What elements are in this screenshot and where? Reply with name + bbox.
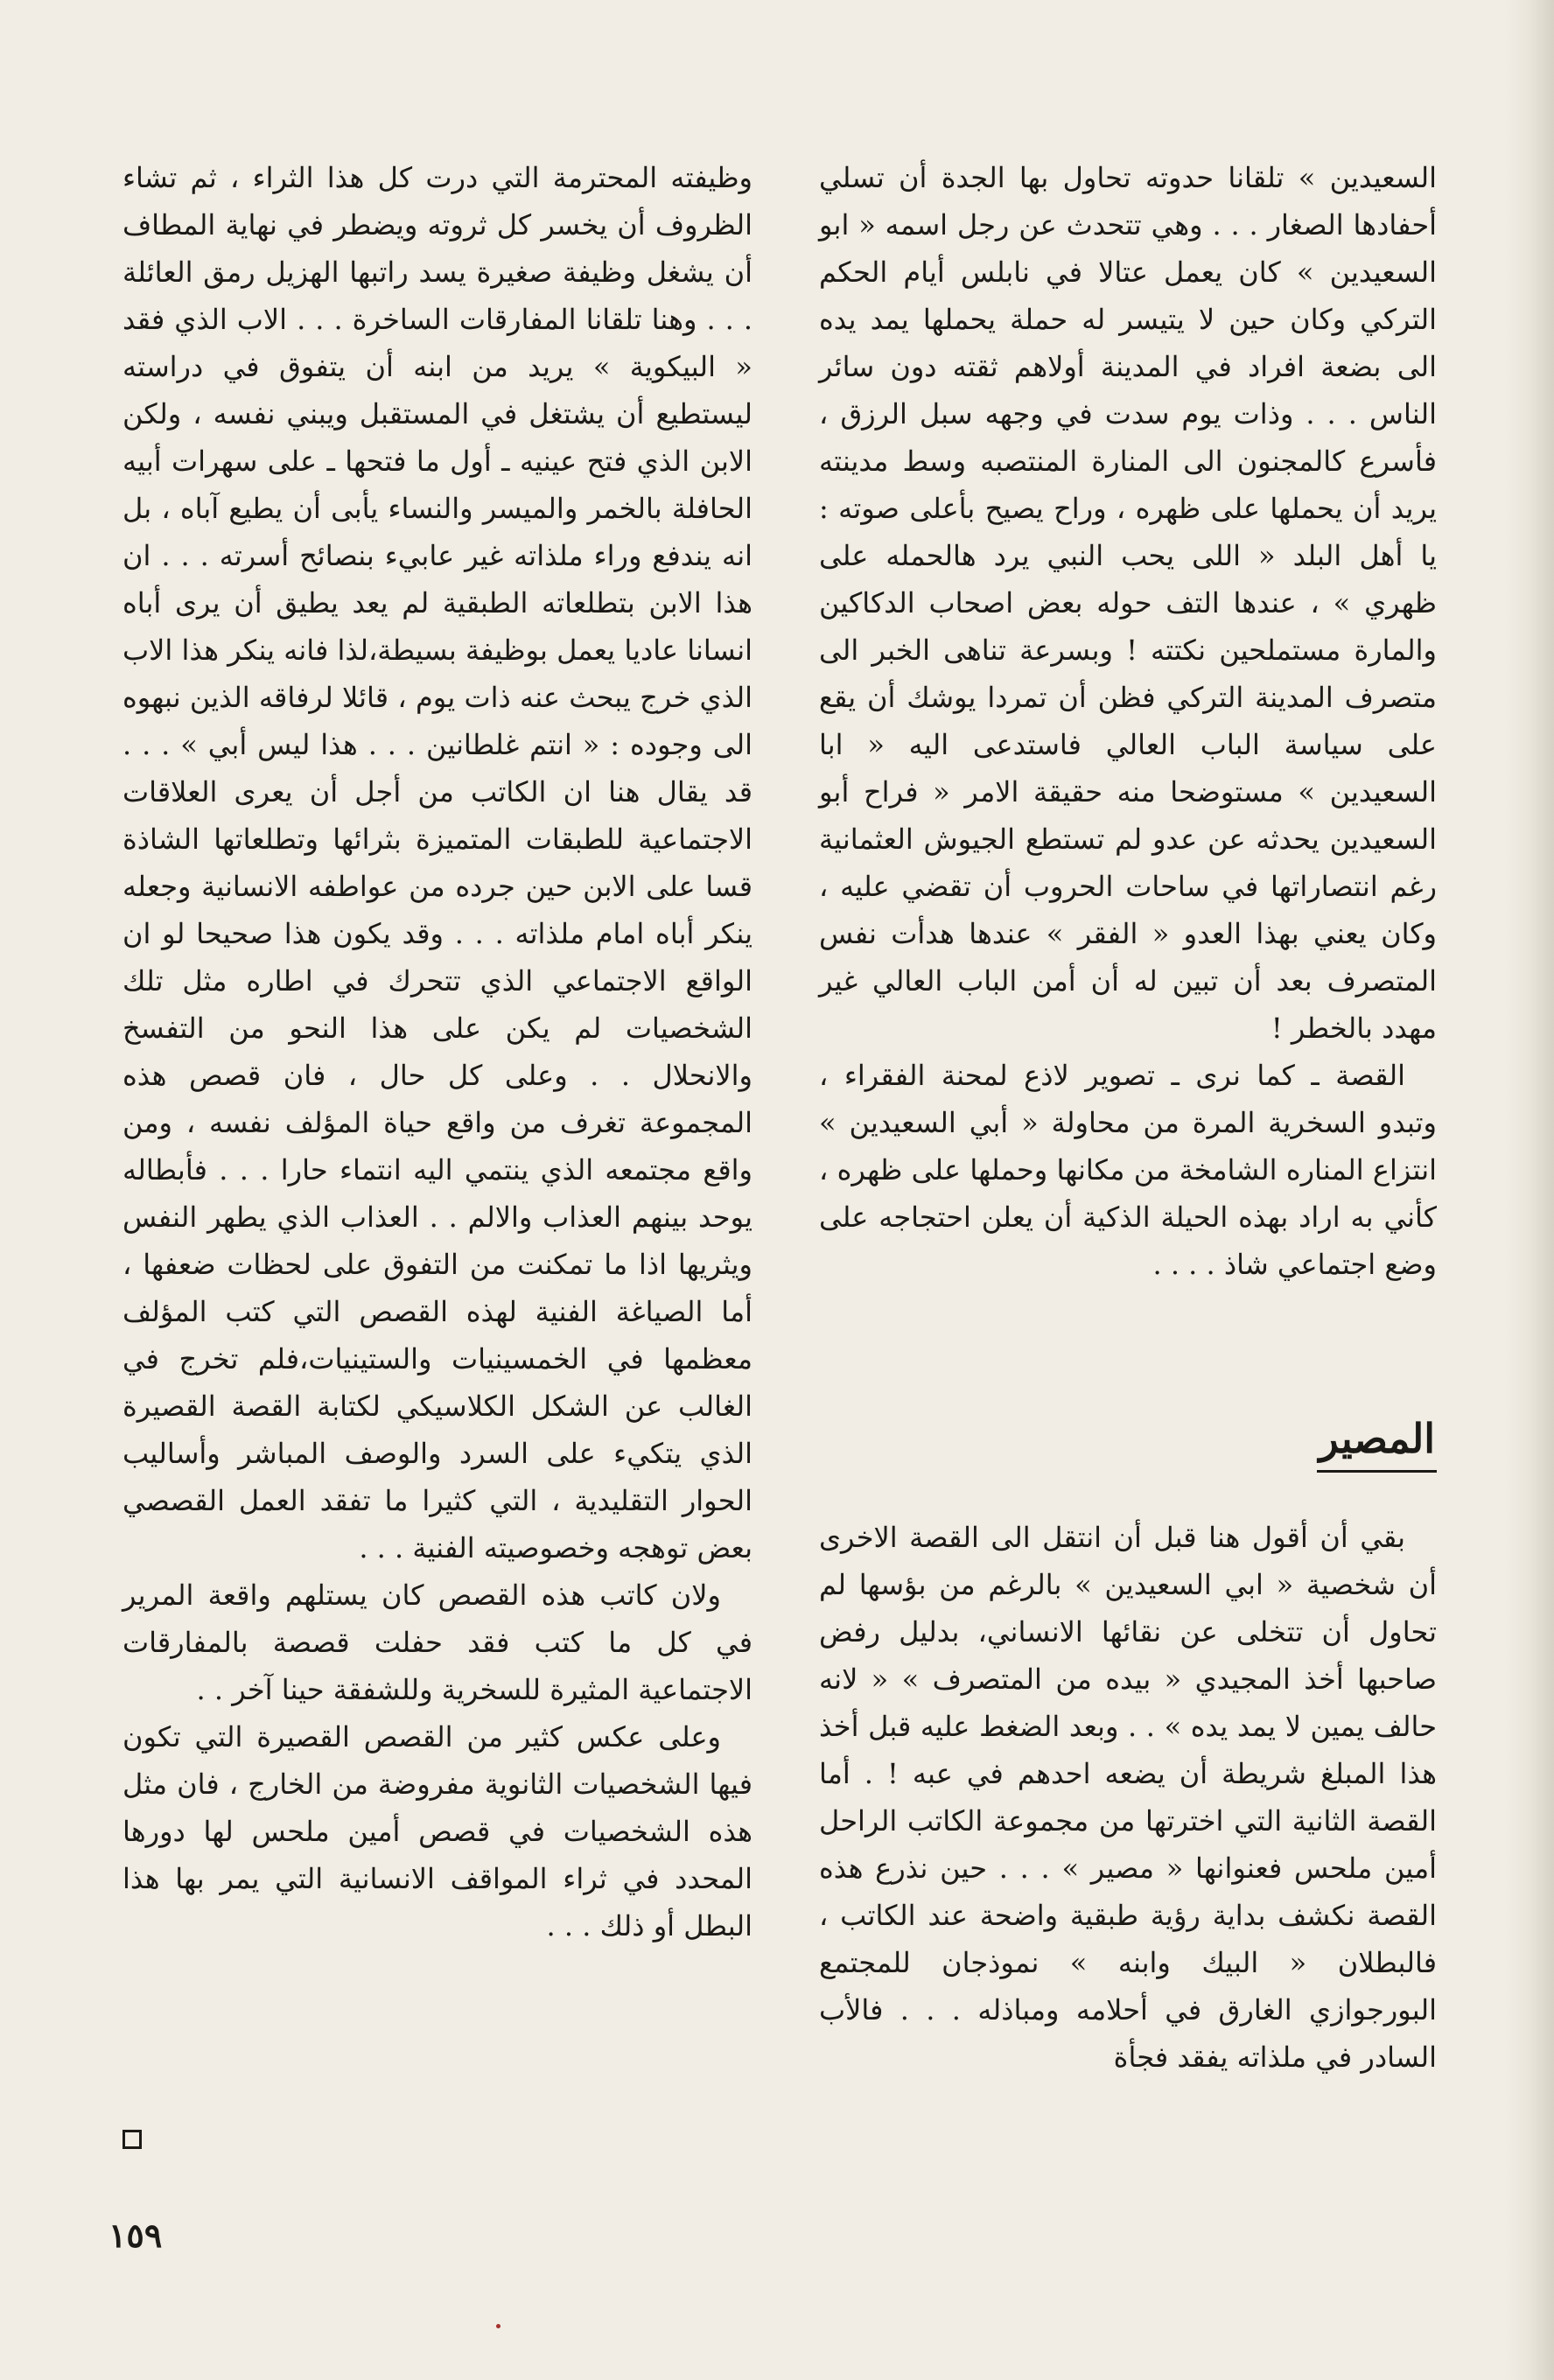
section-heading: المصير: [1317, 1410, 1437, 1473]
paragraph-story-commentary: القصة ـ كما نرى ـ تصوير لاذع لمحنة الفقراء ، وتبدو السخرية المرة من محاولة « أبي السعيدين » انتزاع المناره الشامخة من مكانها وحملها على ظهره ، كأني به اراد بهذه الحيلة الذكية أن يعلن احتجاجه على وضع اجتماعي شاذ . . . .: [819, 1059, 1438, 1281]
article-right-column: [819, 154, 1437, 1288]
page-binding-shadow: [1505, 0, 1554, 2380]
paragraph-second-story: بقي أن أقول هنا قبل أن انتقل الى القصة الاخرى أن شخصية « ابي السعيدين » بالرغم من بؤسها لم تحاول أن تتخلى عن نقائها الانساني، بدليل رفض صاحبها أخذ المجيدي « بيده من المتصرف » « لانه حالف يمين لا يمد يده » . . وبعد الضغط عليه قبل أخذ هذا المبلغ شريطة أن يضعه احدهم في عبه ! . أما القصة الثانية التي اخترتها من مجموعة الكاتب الراحل أمين ملحس فعنوانها « مصير » . . . حين نذرع هذه القصة نكشف بداية رؤية طبقية واضحة عند الكاتب ، فالبطلان « البيك وابنه » نموذجان للمجتمع البورجوازي الغارق في أحلامه ومباذله . . . فالأب السادر في ملذاته يفقد فجأة: [819, 1521, 1438, 2074]
paper-speck: [496, 2324, 500, 2328]
page-number: ١٥٩: [108, 2216, 163, 2255]
paragraph-social-paradoxes: ولان كاتب هذه القصص كان يستلهم واقعة المرير في كل ما كتب فقد حفلت قصصة بالمفارقات الاجتماعية المثيرة للسخرية وللشفقة حينا آخر . .: [122, 1578, 752, 1706]
article-left-column: [122, 154, 752, 1950]
article-end-square-icon: [122, 2130, 142, 2149]
paragraph-folk-tale: السعيدين » تلقانا حدوته تحاول بها الجدة أن تسلي أحفادها الصغار . . . وهي تتحدث عن رجل اسمه « ابو السعيدين » كان يعمل عتالا في نابلس أيام الحكم التركي وكان حين لا يتيسر له حملة يحملها يمد يده الى بضعة افراد في المدينة أولاهم ثقته دون سائر الناس . . . وذات يوم سدت في وجهه سبل الرزق ، فأسرع كالمجنون الى المنارة المنتصبه وسط مدينته يريد أن يحملها على ظهره ، وراح يصيح بأعلى صوته : يا أهل البلد « اللى يحب النبي يرد هالحمله على ظهري » ، عندها التف حوله بعض اصحاب الدكاكين والمارة مستملحين نكتته ! وبسرعة تناهى الخبر الى متصرف المدينة التركي فظن أن تمردا يوشك أن يقع على سياسة الباب العالي فاستدعى اليه « ابا السعيدين » مستوضحا منه حقيقة الامر « فراح أبو السعيدين يحدثه عن عدو لم تستطع الجيوش العثمانية رغم انتصاراتها في ساحات الحروب أن تقضي عليه ، وكان يعني بهذا العدو « الفقر » عندها هدأت نفس المتصرف بعد أن تبين له أن أمن الباب العالي غير مهدد بالخطر !: [819, 161, 1438, 1045]
paragraph-secondary-characters: وعلى عكس كثير من القصص القصيرة التي تكون فيها الشخصيات الثانوية مفروضة من الخارج ، فان مثل هذه الشخصيات في قصص أمين ملحس لها دورها المحدد في ثراء المواقف الانسانية التي يمر بها هذا البطل أو ذلك . . .: [122, 1720, 752, 1942]
paragraph-father-son: وظيفته المحترمة التي درت كل هذا الثراء ، ثم تشاء الظروف أن يخسر كل ثروته ويضطر في نهاية المطاف أن يشغل وظيفة صغيرة يسد راتبها الهزيل رمق العائلة . . . وهنا تلقانا المفارقات الساخرة . . . الاب الذي فقد « البيكوية » يريد من ابنه أن يتفوق في دراسته ليستطيع أن يشتغل في المستقبل ويبني نفسه ، ولكن الابن الذي فتح عينيه ـ أول ما فتحها ـ على سهرات أبيه الحافلة بالخمر والميسر والنساء يأبى أن يطيع آباه ، بل انه يندفع وراء ملذاته غير عابيء بنصائح أسرته . . . ان هذا الابن بتطلعاته الطبقية لم يعد يطيق أن يرى أباه انسانا عاديا يعمل بوظيفة بسيطة،لذا فانه ينكر هذا الاب الذي خرج يبحث عنه ذات يوم ، قائلا لرفاقه الذين نبهوه الى وجوده : « انتم غلطانين . . . هذا ليس أبي » . . . قد يقال هنا ان الكاتب من أجل أن يعرى العلاقات الاجتماعية للطبقات المتميزة بثرائها وتطلعاتها الشاذة قسا على الابن حين جرده من عواطفه الانسانية وجعله ينكر أباه امام ملذاته . . . وقد يكون هذا صحيحا لو ان الواقع الاجتماعي الذي تتحرك في اطاره مثل تلك الشخصيات لم يكن على هذا النحو من التفسخ والانحلال . . وعلى كل حال ، فان قصص هذه المجموعة تغرف من واقع حياة المؤلف نفسه ، ومن واقع مجتمعه الذي ينتمي اليه انتماء حارا . . . فأبطاله يوحد بينهم العذاب والالم . . العذاب الذي يطهر النفس ويثريها اذا ما تمكنت من التفوق على لحظات ضعفها ، أما الصياغة الفنية لهذه القصص التي كتب المؤلف معظمها في الخمسينيات والستينيات،فلم تخرج في الغالب عن الشكل الكلاسيكي لكتابة القصة القصيرة الذي يتكيء على السرد والوصف المباشر وأساليب الحوار التقليدية ، التي كثيرا ما تفقد العمل القصصي بعض توهجه وخصوصيته الفنية . . .: [122, 161, 753, 1564]
article-right-column-continued: [819, 1514, 1437, 2081]
section-heading-wrapper: [819, 1410, 1437, 1473]
